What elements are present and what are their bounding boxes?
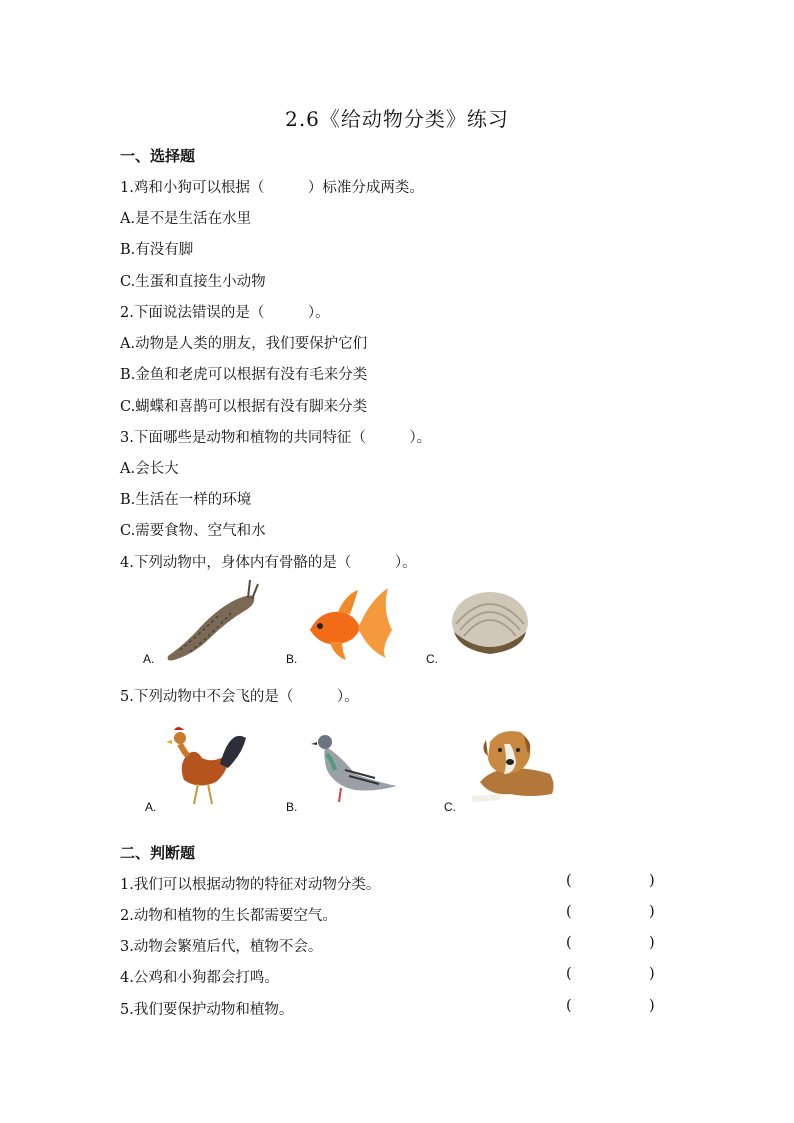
slug-icon: [160, 578, 260, 663]
judge-item: 5.我们要保护动物和植物。: [120, 1002, 294, 1018]
answer-paren-open: (: [566, 904, 572, 920]
question-1-option-a: A.是不是生活在水里: [120, 211, 252, 227]
answer-paren-open: (: [566, 998, 572, 1014]
answer-paren-close: ): [649, 904, 655, 920]
question-1-stem: 1.鸡和小狗可以根据（ ）标准分成两类。: [120, 180, 424, 196]
clam-icon: [446, 580, 546, 665]
answer-paren-open: (: [566, 966, 572, 982]
question-4-label-c: C.: [426, 652, 438, 666]
question-4-stem: 4.下列动物中，身体内有骨骼的是（ ）。: [120, 555, 417, 571]
answer-paren-open: (: [566, 873, 572, 889]
rooster-icon: [158, 724, 258, 809]
section-heading-judge: 二、判断题: [120, 844, 196, 862]
section-heading-choice: 一、选择题: [120, 147, 196, 165]
question-1-option-c: C.生蛋和直接生小动物: [120, 274, 266, 290]
answer-paren-close: ): [649, 873, 655, 889]
question-5-stem: 5.下列动物中不会飞的是（ ）。: [120, 689, 359, 705]
judge-item: 3.动物会繁殖后代，植物不会。: [120, 939, 323, 955]
judge-item: 2.动物和植物的生长都需要空气。: [120, 908, 337, 924]
question-5-label-c: C.: [444, 800, 456, 814]
question-2-stem: 2.下面说法错误的是（ ）。: [120, 305, 330, 321]
question-2-option-b: B.金鱼和老虎可以根据有没有毛来分类: [120, 367, 368, 383]
page-title: 2.6《给动物分类》练习: [285, 107, 509, 131]
answer-paren-open: (: [566, 935, 572, 951]
judge-item: 4.公鸡和小狗都会打鸣。: [120, 970, 279, 986]
question-5-label-b: B.: [286, 800, 298, 814]
question-4-label-a: A.: [143, 652, 155, 666]
pigeon-icon: [305, 726, 405, 811]
answer-paren-close: ): [649, 998, 655, 1014]
question-2-option-a: A.动物是人类的朋友，我们要保护它们: [120, 336, 368, 352]
dog-icon: [460, 722, 560, 807]
judge-item: 1.我们可以根据动物的特征对动物分类。: [120, 877, 381, 893]
question-2-option-c: C.蝴蝶和喜鹊可以根据有没有脚来分类: [120, 399, 368, 415]
question-3-option-c: C.需要食物、空气和水: [120, 523, 266, 539]
goldfish-icon: [300, 580, 400, 665]
question-3-stem: 3.下面哪些是动物和植物的共同特征（ ）。: [120, 430, 432, 446]
answer-paren-close: ): [649, 935, 655, 951]
question-3-option-b: B.生活在一样的环境: [120, 492, 252, 508]
question-1-option-b: B.有没有脚: [120, 242, 194, 258]
question-5-label-a: A.: [145, 800, 157, 814]
answer-paren-close: ): [649, 966, 655, 982]
question-3-option-a: A.会长大: [120, 461, 179, 477]
question-4-label-b: B.: [286, 652, 298, 666]
